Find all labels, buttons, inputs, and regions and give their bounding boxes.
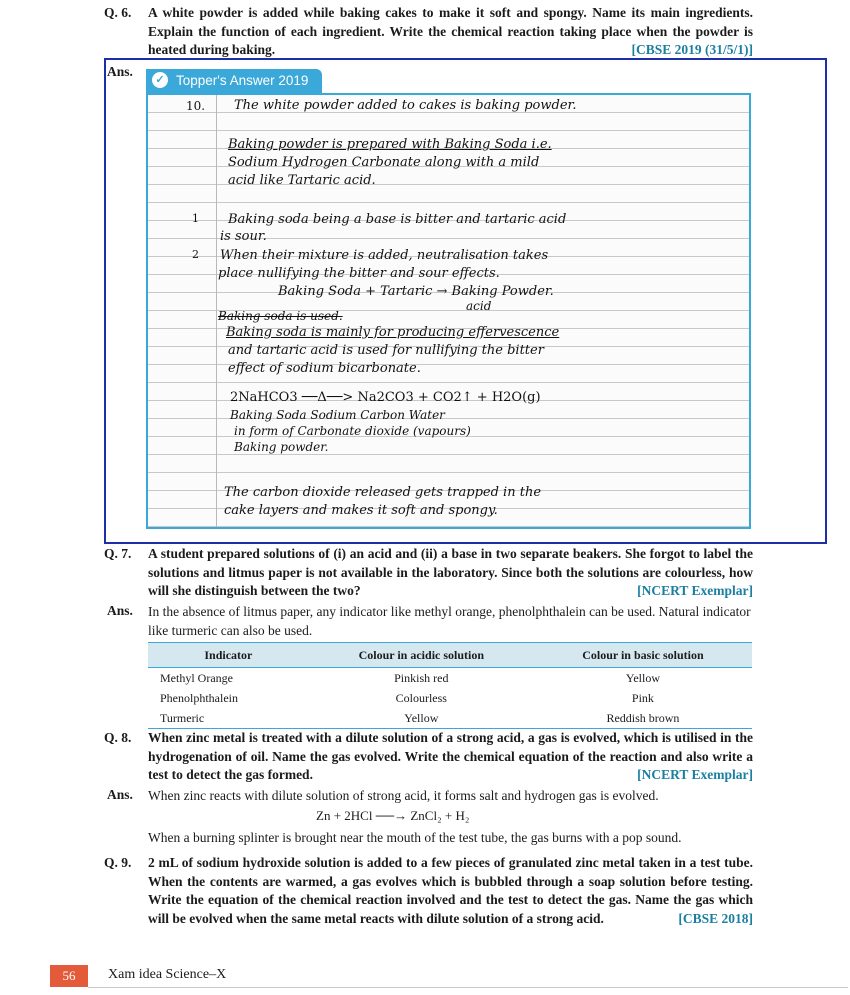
q8-number: Q. 8.	[104, 730, 132, 745]
handwritten-answer-sheet	[146, 93, 751, 529]
hw-line: in form of Carbonate dioxide (vapours)	[234, 424, 471, 438]
table-cell: Colourless	[395, 690, 447, 705]
table-cell: Methyl Orange	[160, 670, 233, 685]
q8-tag: [NCERT Exemplar]	[637, 767, 753, 782]
q8-text	[148, 729, 753, 785]
topper-badge	[146, 69, 322, 93]
hw-line: Baking powder.	[234, 440, 329, 454]
table-cell: Yellow	[309, 708, 534, 729]
q7-tag: [NCERT Exemplar]	[637, 583, 753, 598]
hw-line: Baking soda being a base is bitter and tartaric acid	[228, 212, 567, 227]
q8-answer: When zinc reacts with dilute solution of strong acid, it forms salt and hydrogen gas is evolved.	[148, 788, 659, 803]
table-cell: Pink	[631, 690, 654, 705]
hw-line: acid	[466, 299, 492, 313]
q9-tag: [CBSE 2018]	[678, 910, 753, 926]
hw-question-number: 10.	[186, 99, 206, 113]
table-header: Colour in acidic solution	[309, 643, 534, 668]
badge-ribbon-icon: ✓	[152, 72, 168, 88]
hw-line: and tartaric acid is used for nullifying the bitter	[228, 343, 544, 358]
table-cell: Phenolphthalein	[160, 690, 238, 705]
hw-line: acid like Tartaric acid.	[228, 173, 376, 188]
hw-line: effect of sodium bicarbonate.	[228, 361, 421, 376]
hw-line: Baking powder is prepared with Baking Soda i.e.	[228, 137, 552, 152]
q8-question: When zinc metal is treated with a dilute solution of a strong acid, a gas is evolved, which is utilised in the hydrogenation of oil. Name the gas evolved. Write the chemical equation of the reaction and also write a test to detect the gas formed.	[148, 730, 753, 782]
q8-equation: Zn + 2HCl ──→ ZnCl₂ + H₂	[316, 808, 470, 823]
table-cell: Yellow	[625, 670, 660, 685]
hw-line: Baking Soda Sodium Carbon Water	[230, 408, 445, 422]
q6-tag: [CBSE 2019 (31/5/1)]	[631, 42, 753, 57]
q7-answer: In the absence of litmus paper, any indicator like methyl orange, phenolphthalein can be used. Natural indicator like turmeric can also be used.	[148, 604, 751, 638]
page-number: 56	[50, 965, 88, 987]
table-header: Colour in basic solution	[534, 643, 752, 668]
hw-line: The carbon dioxide released gets trapped in the	[224, 485, 542, 500]
q9-text	[148, 854, 753, 928]
q7-text	[148, 545, 753, 601]
q9-number: Q. 9.	[104, 855, 132, 870]
table-header: Indicator	[148, 643, 309, 668]
hw-line: place nullifying the bitter and sour effects.	[218, 266, 500, 281]
q8-answer-2: When a burning splinter is brought near the mouth of the test tube, the gas burns with a pop sound.	[148, 830, 682, 845]
topper-badge-label: Topper's Answer 2019	[176, 73, 309, 88]
q6-question: A white powder is added while baking cakes to make it soft and spongy. Name its main ingredients. Explain the function of each ingredient. Write the chemical reaction taking place when the powder is heated during baking.	[148, 5, 753, 57]
q6-number: Q. 6.	[104, 5, 132, 20]
hw-line: Baking soda is mainly for producing effervescence	[226, 325, 560, 340]
book-title: Xam idea Science–X	[108, 967, 227, 982]
q8-ans-label: Ans.	[107, 787, 133, 802]
hw-line: The white powder added to cakes is baking powder.	[234, 98, 577, 113]
hw-line: Baking Soda + Tartaric → Baking Powder.	[278, 284, 554, 299]
hw-line: When their mixture is added, neutralisation takes	[220, 248, 549, 263]
footer-divider	[88, 987, 848, 988]
q6-ans-label: Ans.	[107, 64, 133, 79]
table-cell: Turmeric	[148, 708, 309, 729]
hw-line: cake layers and makes it soft and spongy.	[224, 503, 498, 518]
q7-ans-label: Ans.	[107, 603, 133, 618]
hw-line: Sodium Hydrogen Carbonate along with a mild	[228, 155, 540, 170]
table-row	[148, 688, 752, 708]
q7-number: Q. 7.	[104, 546, 132, 561]
table-row	[148, 668, 752, 689]
indicator-table	[148, 642, 752, 729]
table-row	[148, 708, 752, 729]
hw-line: Baking soda is used.	[218, 309, 343, 323]
q9-question: 2 mL of sodium hydroxide solution is added to a few pieces of granulated zinc metal taken in a test tube. When the contents are warmed, a gas evolves which is bubbled through a soap solution before testing. Write the equation of the chemical reaction involved and the test to detect the gas. Name the gas which will be evolved when the same metal reacts with dilute solution of a strong acid.	[148, 855, 753, 926]
hw-circle-number: 1	[192, 212, 199, 225]
q7-question: A student prepared solutions of (i) an acid and (ii) a base in two separate beakers. She forgot to label the solutions and litmus paper is not available in the laboratory. Since both the solutions are colourless, how will she distinguish between the two?	[148, 546, 753, 598]
table-cell: Reddish brown	[534, 708, 752, 729]
q6-text	[148, 4, 753, 60]
sheet-margin-line	[216, 95, 217, 527]
table-cell: Pinkish red	[394, 670, 449, 685]
hw-circle-number: 2	[192, 248, 199, 261]
hw-line: is sour.	[220, 229, 267, 244]
hw-line: 2NaHCO3 ──Δ──> Na2CO3 + CO2↑ + H2O(g)	[230, 390, 541, 405]
